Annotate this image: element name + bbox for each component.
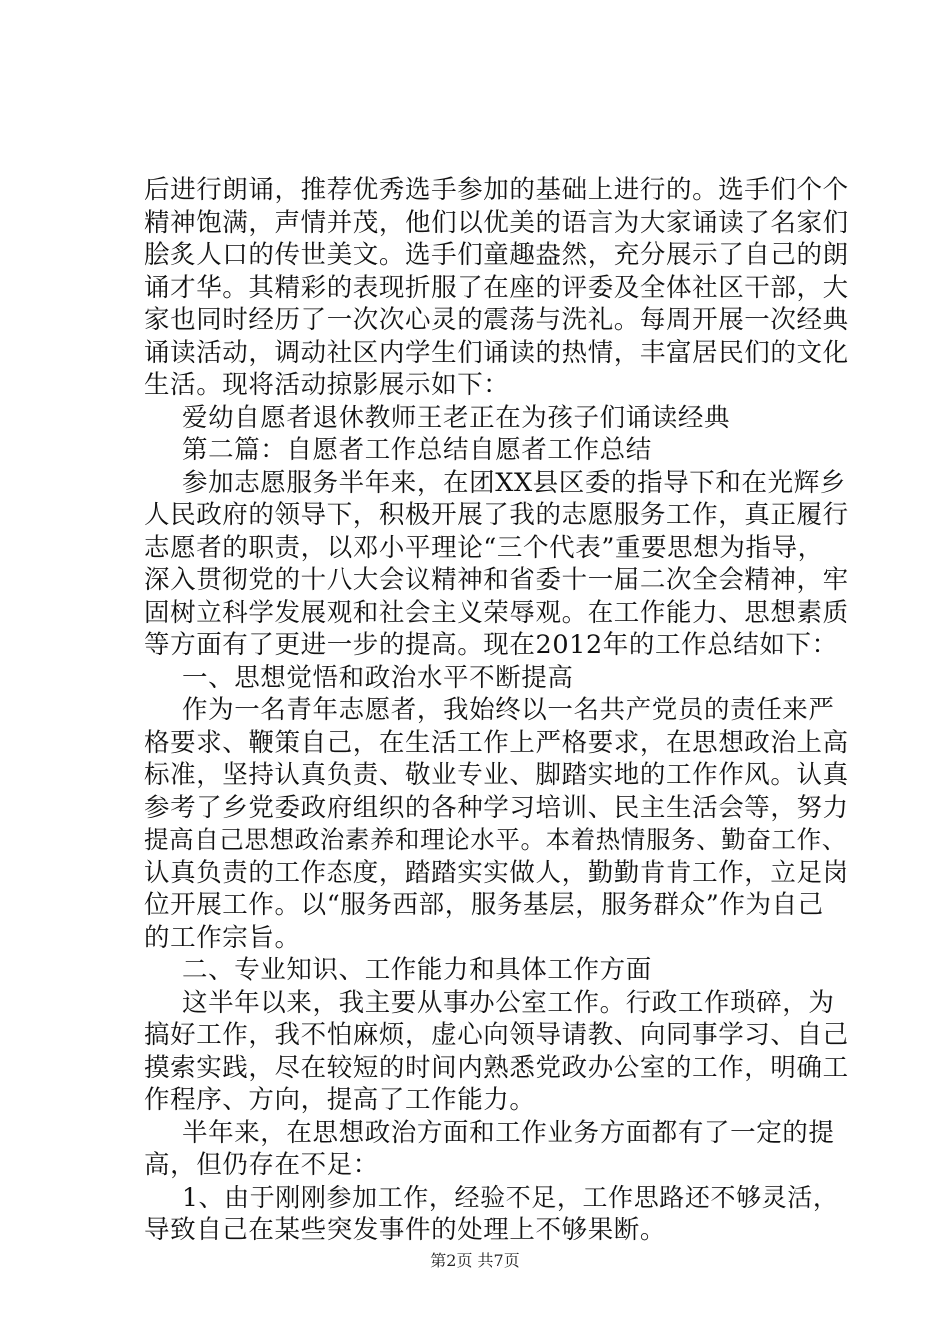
text-line: 导致自己在某些突发事件的处理上不够果断。 — [144, 1215, 667, 1245]
page-footer: 第2页 共7页 — [430, 1251, 520, 1270]
text-line: 深入贯彻党的十八大会议精神和省委十一届二次全会精神，牢 — [144, 565, 849, 595]
text-line: 1、由于刚刚参加工作，经验不足，工作思路还不够灵活， — [182, 1183, 839, 1212]
text-line: 参加志愿服务半年来，在团XX县区委的指导下和在光辉乡 — [182, 468, 846, 498]
section-title: 第二篇：自愿者工作总结自愿者工作总结 — [182, 435, 652, 465]
text-line: 摸索实践，尽在较短的时间内熟悉党政办公室的工作，明确工 — [144, 1053, 849, 1083]
text-line: 人民政府的领导下，积极开展了我的志愿服务工作，真正履行 — [144, 500, 849, 530]
text-line: 固树立科学发展观和社会主义荣辱观。在工作能力、思想素质 — [144, 598, 849, 628]
text-line: 半年来，在思想政治方面和工作业务方面都有了一定的提 — [182, 1118, 835, 1148]
text-line: 格要求、鞭策自己，在生活工作上严格要求，在思想政治上高 — [144, 728, 849, 758]
text-line: 认真负责的工作态度，踏踏实实做人，勤勤肯肯工作，立足岗 — [144, 858, 849, 888]
text-line: 诵才华。其精彩的表现折服了在座的评委及全体社区干部，大 — [144, 273, 849, 303]
text-line: 作为一名青年志愿者，我始终以一名共产党员的责任来严 — [182, 695, 835, 725]
text-line: 家也同时经历了一次次心灵的震荡与洗礼。每周开展一次经典 — [144, 305, 849, 335]
text-line: 后进行朗诵，推荐优秀选手参加的基础上进行的。选手们个个 — [144, 175, 849, 205]
caption-line: 爱幼自愿者退休教师王老正在为孩子们诵读经典 — [182, 403, 731, 433]
heading-line: 二、专业知识、工作能力和具体工作方面 — [182, 955, 652, 985]
text-line: 位开展工作。以“服务西部，服务基层，服务群众”作为自己 — [144, 890, 824, 920]
text-line: 志愿者的职责，以邓小平理论“三个代表”重要思想为指导， — [144, 533, 824, 563]
heading-line: 一、思想觉悟和政治水平不断提高 — [182, 663, 574, 693]
text-line: 这半年以来，我主要从事办公室工作。行政工作琐碎，为 — [182, 988, 835, 1018]
text-line: 提高自己思想政治素养和理论水平。本着热情服务、勤奋工作、 — [144, 825, 847, 854]
text-line: 生活。现将活动掠影展示如下： — [144, 370, 510, 400]
text-line: 的工作宗旨。 — [144, 923, 301, 953]
text-line: 等方面有了更进一步的提高。现在2012年的工作总结如下： — [144, 630, 838, 660]
text-line: 高，但仍存在不足： — [144, 1150, 379, 1180]
text-line: 作程序、方向，提高了工作能力。 — [144, 1085, 536, 1115]
text-line: 搞好工作，我不怕麻烦，虚心向领导请教、向同事学习、自己 — [144, 1020, 849, 1050]
text-line: 脍炙人口的传世美文。选手们童趣盎然，充分展示了自己的朗 — [144, 240, 849, 270]
text-line: 参考了乡党委政府组织的各种学习培训、民主生活会等，努力 — [144, 793, 849, 823]
text-line: 标准，坚持认真负责、敬业专业、脚踏实地的工作作风。认真 — [144, 760, 849, 790]
text-line: 诵读活动，调动社区内学生们诵读的热情，丰富居民们的文化 — [144, 338, 849, 368]
text-line: 精神饱满，声情并茂，他们以优美的语言为大家诵读了名家们 — [144, 208, 849, 238]
